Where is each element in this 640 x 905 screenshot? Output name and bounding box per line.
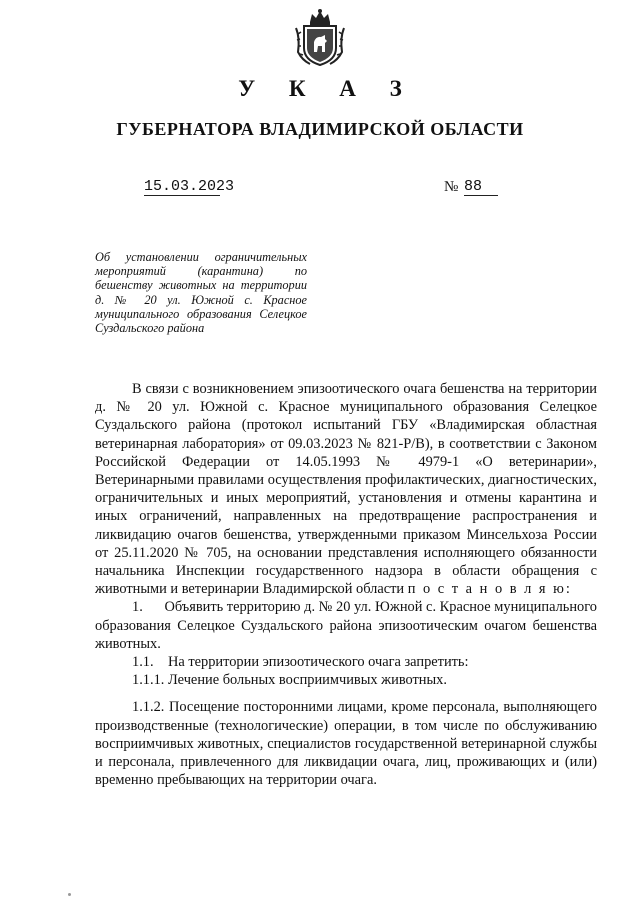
item-1-1-1 <box>95 671 597 689</box>
decree-number: 88 <box>464 178 498 196</box>
decree-subject: Об установлении ограничительных мероприятий (карантина) по бешенству животных на территории д. № 20 ул. Южной с. Красное муниципального образования Селецкое Суздальского района <box>95 250 307 336</box>
document-subtitle: ГУБЕРНАТОРА ВЛАДИМИРСКОЙ ОБЛАСТИ <box>116 119 524 139</box>
decree-date: 15.03.2023 <box>144 178 235 195</box>
item-1-1-1-text: Лечение больных восприимчивых животных. <box>168 672 447 689</box>
item-1-1-text: На территории эпизоотического очага запретить: <box>167 654 469 671</box>
item-1-1 <box>95 653 597 671</box>
decree-word: п о с т а н о в л я ю: <box>407 581 572 598</box>
item-1 <box>95 598 597 653</box>
preamble-text: В связи с возникновением эпизоотического очага бешенства на территории д. № 20 ул. Южной с. Красное муниципального образования Селецкое Суздальского района (протокол испытаний ГБУ «Владимирская областная ветеринарная лаборатория» от 09.03.2023 № 821-Р/В), в соответствии с Законом Российской Федерации от 14.05.1993 № 4979-1 «О ветеринарии», Ветеринарными правилами осуществления профилактических, диагностических, ограничительных и иных мероприятий, установления и отмены карантина и иных ограничений, направленных на предотвращение распространения и ликвидацию очагов бешенства, утвержденными приказом Минсельхоза России от 25.11.2020 № 705, на основании представления исполняющего обязанности начальника Инспекции государственного надзора в области обращения с животными и ветеринарии Владимирской области <box>95 381 597 598</box>
decree-body <box>95 380 597 789</box>
scan-speck <box>68 893 71 896</box>
item-1-1-2-text: Посещение посторонними лицами, кроме персонала, выполняющего производственные (технологические) операции, в том числе по обслуживанию восприимчивых животных, специалистов государственной ветеринарной службы и персонала, привлеченного для ликвидации очага, лиц, проживающих и (или) временно пребывающих на территории очага. <box>95 699 597 789</box>
document-title: У К А З <box>238 76 416 101</box>
preamble-paragraph <box>95 380 597 598</box>
coat-of-arms-icon <box>292 8 348 68</box>
decree-number-label: № <box>444 179 459 195</box>
item-1-text: Объявить территорию д. № 20 ул. Южной с. Красное муниципального образования Селецкое Суздальского района эпизоотическим очагом бешенства животных. <box>95 599 597 652</box>
item-1-1-2-number: 1.1.2. <box>132 699 165 716</box>
item-1-1-2 <box>95 698 597 789</box>
item-1-1-number: 1.1. <box>132 654 154 671</box>
item-1-1-1-number: 1.1.1. <box>132 672 165 689</box>
item-1-number: 1. <box>132 599 143 616</box>
